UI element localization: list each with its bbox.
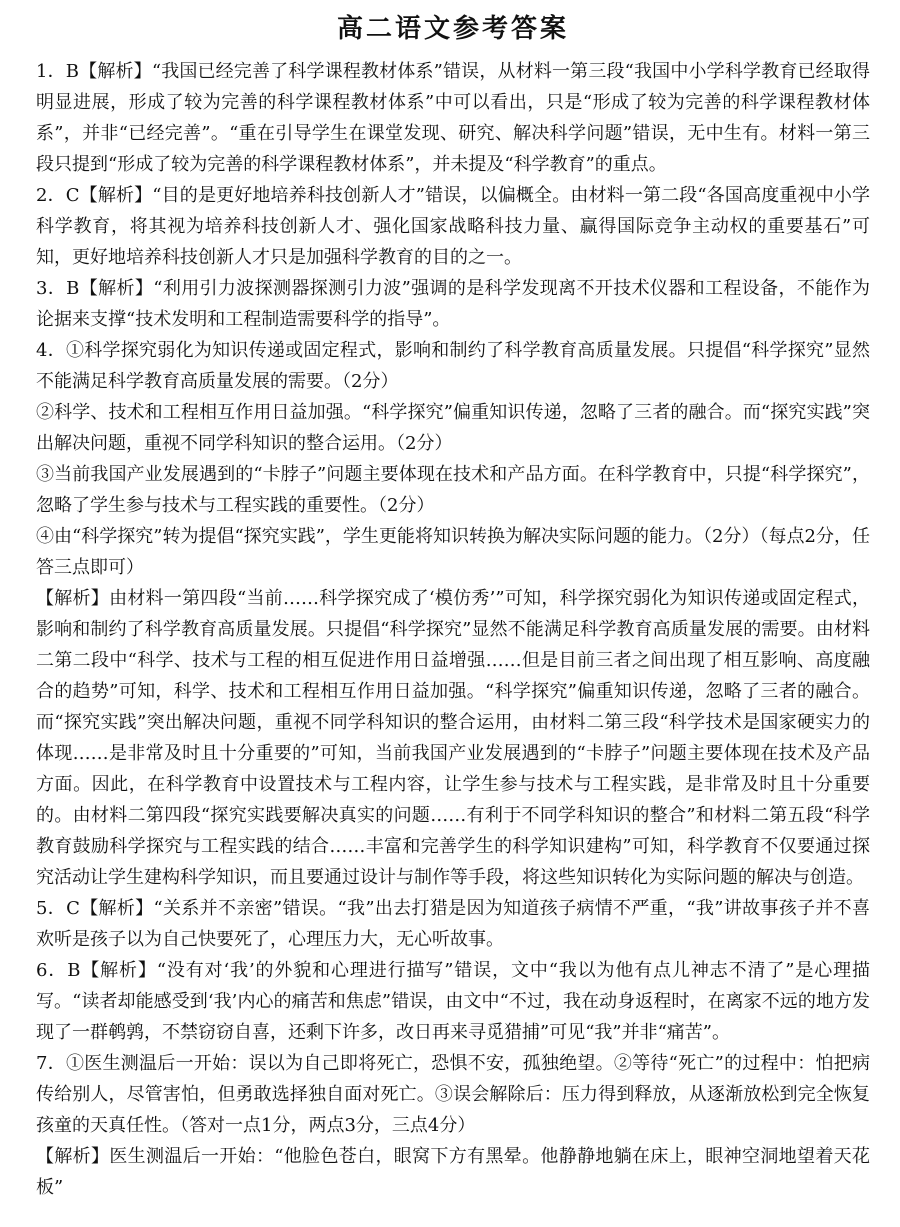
- answer-paragraph-q4-point3: ③当前我国产业发展遇到的“卡脖子”问题主要体现在技术和产品方面。在科学教育中，只提“科学探究”，忽略了学生参与技术与工程实践的重要性。（2分）: [36, 464, 870, 516]
- answer-paragraph-q6: 6．B【解析】“没有对‘我’的外貌和心理进行描写”错误，文中“我以为他有点儿神志不清了”是心理描写。“读者却能感受到‘我’内心的痛苦和焦虑”错误，由文中“不过，我在动身返程时，在离家不远的地方发现了一群鹌鹑，不禁窃窃自喜，还剩下许多，改日再来寻觅猎捕”可见“我”并非“痛苦”。: [36, 960, 870, 1043]
- answer-paragraph-q7: 7．①医生测温后一开始：误以为自己即将死亡，恐惧不安，孤独绝望。②等待“死亡”的过程中：怕把病传给别人，尽管害怕，但勇敢选择独自面对死亡。③误会解除后：压力得到释放，从逐渐放松到完全恢复孩童的天真任性。（答对一点1分，两点3分，三点4分）: [36, 1053, 870, 1136]
- answer-paragraph-q3: 3．B【解析】“利用引力波探测器探测引力波”强调的是科学发现离不开技术仪器和工程设备，不能作为论据来支撑“技术发明和工程制造需要科学的指导”。: [36, 278, 870, 330]
- answer-paragraph-q4-point2: ②科学、技术和工程相互作用日益加强。“科学探究”偏重知识传递，忽略了三者的融合。而“探究实践”突出解决问题，重视不同学科知识的整合运用。（2分）: [36, 402, 870, 454]
- answer-paragraph-q5: 5．C【解析】“关系并不亲密”错误。“我”出去打猎是因为知道孩子病情不严重，“我”讲故事孩子并不喜欢听是孩子以为自己快要死了，心理压力大，无心听故事。: [36, 898, 870, 950]
- answer-paragraph-q4-point1: 4．①科学探究弱化为知识传递或固定程式，影响和制约了科学教育高质量发展。只提倡“科学探究”显然不能满足科学教育高质量发展的需要。（2分）: [36, 340, 870, 392]
- answer-paragraph-q4-point4: ④由“科学探究”转为提倡“探究实践”，学生更能将知识转换为解决实际问题的能力。（2分）（每点2分，任答三点即可）: [36, 526, 870, 578]
- answer-paragraph-q2: 2．C【解析】“目的是更好地培养科技创新人才”错误，以偏概全。由材料一第二段“各国高度重视中小学科学教育，将其视为培养科技创新人才、强化国家战略科技力量、赢得国际竞争主动权的重要基石”可知，更好地培养科技创新人才只是加强科学教育的目的之一。: [36, 185, 870, 268]
- answer-paragraph-q7-analysis: 【解析】医生测温后一开始：“他脸色苍白，眼窝下方有黑晕。他静静地躺在床上，眼神空洞地望着天花板”: [36, 1146, 870, 1198]
- answer-paragraph-q4-analysis: 【解析】由材料一第四段“当前……科学探究成了‘模仿秀’”可知，科学探究弱化为知识传递或固定程式，影响和制约了科学教育高质量发展。只提倡“科学探究”显然不能满足科学教育高质量发展的需要。由材料二第二段中“科学、技术与工程的相互促进作用日益增强……但是目前三者之间出现了相互影响、高度融合的趋势”可知，科学、技术和工程相互作用日益加强。“科学探究”偏重知识传递，忽略了三者的融合。而“探究实践”突出解决问题，重视不同学科知识的整合运用，由材料二第三段“科学技术是国家硬实力的体现……是非常及时且十分重要的”可知，当前我国产业发展遇到的“卡脖子”问题主要体现在技术及产品方面。因此，在科学教育中设置技术与工程内容，让学生参与技术与工程实践，是非常及时且十分重要的。由材料二第四段“探究实践要解决真实的问题……有利于不同学科知识的整合”和材料二第五段“科学教育鼓励科学探究与工程实践的结合……丰富和完善学生的科学知识建构”可知，科学教育不仅要通过探究活动让学生建构科学知识，而且要通过设计与制作等手段，将这些知识转化为实际问题的解决与创造。: [36, 588, 870, 888]
- page-title: 高二语文参考答案: [336, 14, 569, 44]
- answer-paragraph-q1: 1．B【解析】“我国已经完善了科学课程教材体系”错误，从材料一第三段“我国中小学科学教育已经取得明显进展，形成了较为完善的科学课程教材体系”中可以看出，只是“形成了较为完善的科学课程教材体系”，并非“已经完善”。“重在引导学生在课堂发现、研究、解决科学问题”错误，无中生有。材料一第三段只提到“形成了较为完善的科学课程教材体系”，并未提及“科学教育”的重点。: [36, 61, 870, 175]
